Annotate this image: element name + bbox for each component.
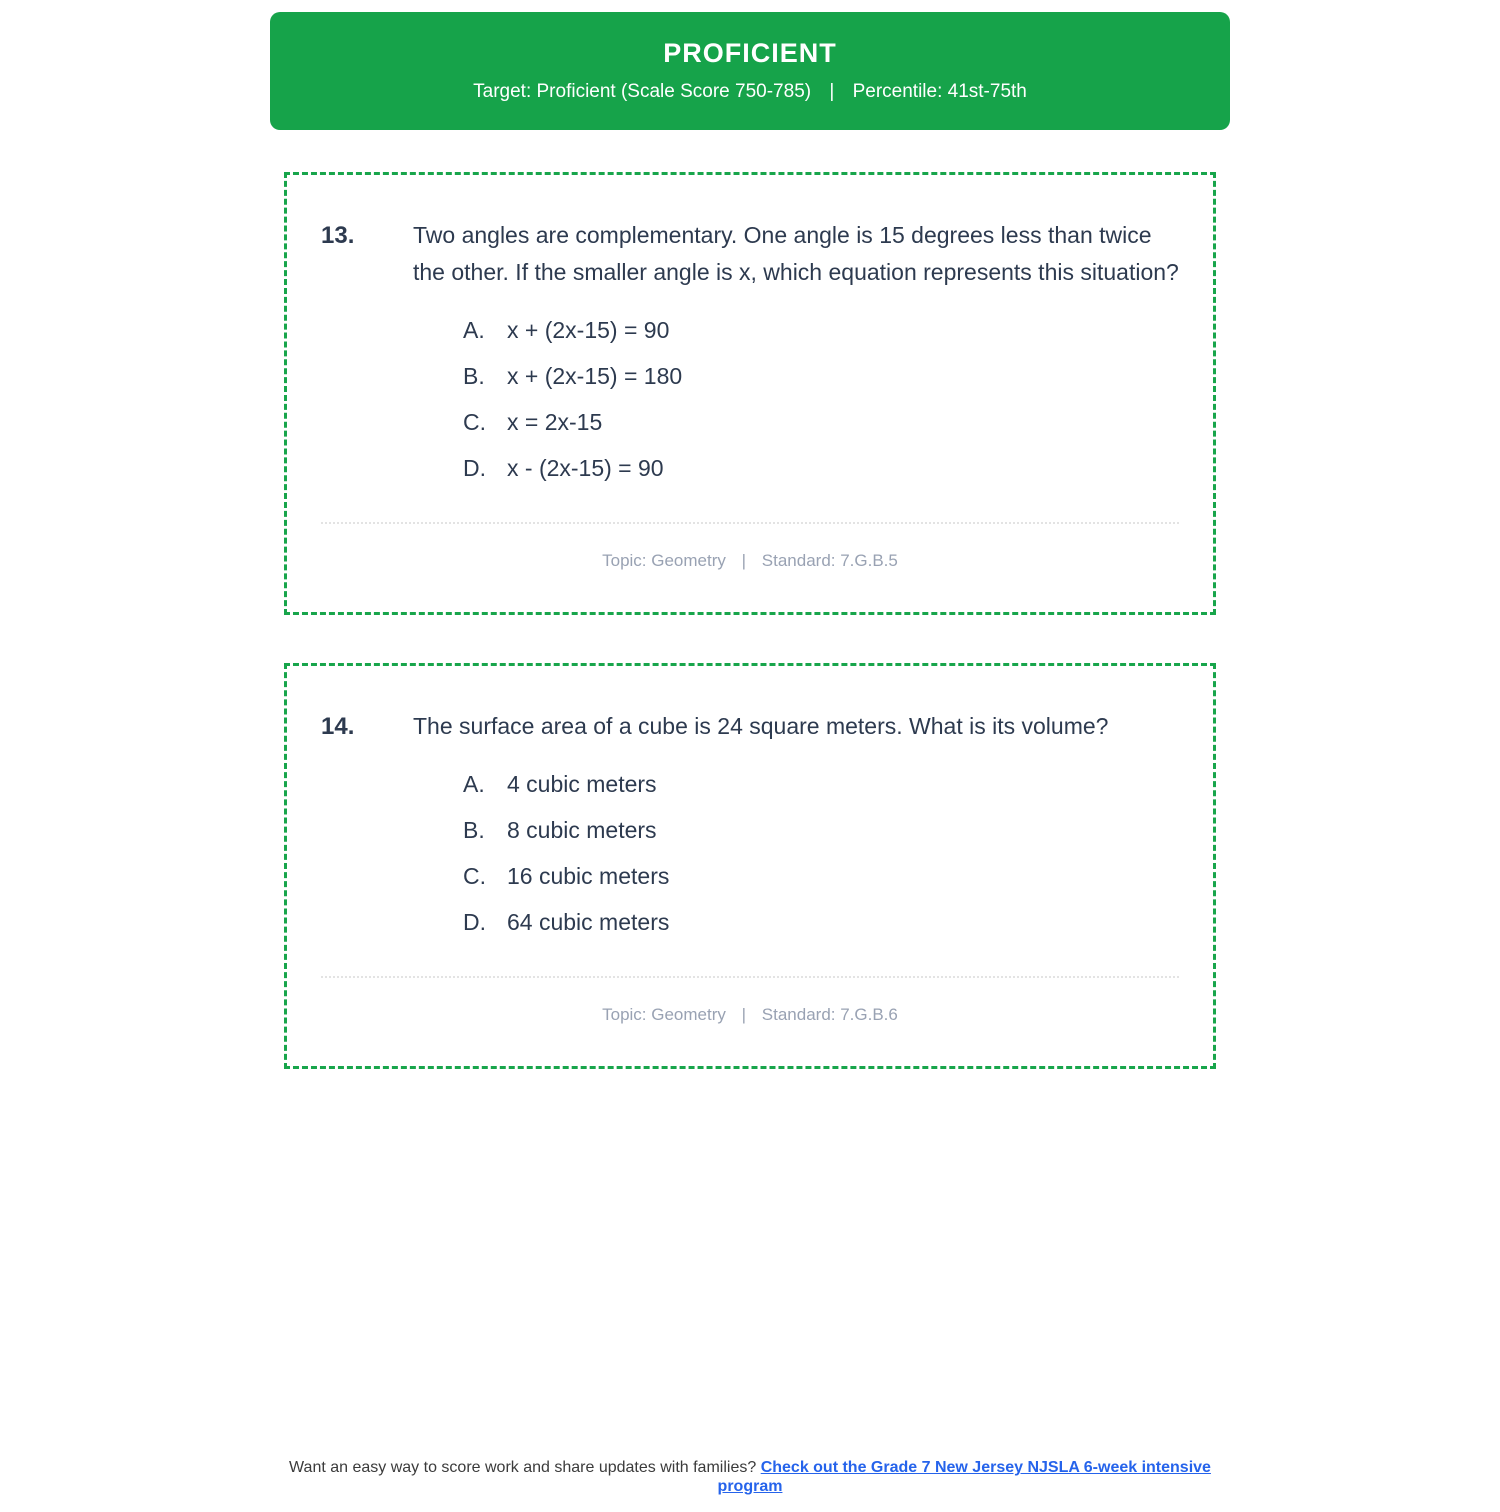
standard-label: Standard: 7.G.B.6 <box>761 1005 898 1024</box>
question-card-14 <box>284 663 1216 1069</box>
question-body <box>413 217 1179 496</box>
option-letter: A. <box>463 317 485 343</box>
option-a <box>463 766 1179 803</box>
question-number: 14. <box>321 713 355 740</box>
topic-label: Topic: Geometry <box>602 551 726 570</box>
question-text: Two angles are complementary. One angle is 15 degrees less than twice the other. If the smaller angle is x, which equation represents this situation? <box>413 222 1179 285</box>
meta-separator: | <box>741 551 747 570</box>
option-text: 16 cubic meters <box>507 863 670 889</box>
topic-label: Topic: Geometry <box>602 1005 726 1024</box>
question-body <box>413 708 1179 950</box>
option-d <box>463 904 1179 941</box>
option-text: x = 2x-15 <box>507 409 603 435</box>
banner-separator: | <box>829 81 835 102</box>
option-a <box>463 312 1179 349</box>
option-d <box>463 450 1179 487</box>
banner-target-label: Target: Proficient (Scale Score 750-785) <box>473 81 812 102</box>
options-list <box>463 312 1179 487</box>
question-text: The surface area of a cube is 24 square meters. What is its volume? <box>413 713 1109 739</box>
meta-separator: | <box>741 1005 747 1024</box>
option-b <box>463 812 1179 849</box>
option-text: x + (2x-15) = 180 <box>507 363 683 389</box>
option-b <box>463 358 1179 395</box>
question-meta <box>321 550 1179 584</box>
option-letter: C. <box>463 863 486 889</box>
option-text: 8 cubic meters <box>507 817 657 843</box>
footer-link[interactable]: Check out the Grade 7 New Jersey NJSLA 6-week intensive program <box>717 1459 1211 1495</box>
standard-label: Standard: 7.G.B.5 <box>761 551 898 570</box>
proficiency-banner <box>270 12 1230 130</box>
option-text: x + (2x-15) = 90 <box>507 317 670 343</box>
banner-title: PROFICIENT <box>663 38 837 68</box>
question-number: 13. <box>321 222 355 249</box>
divider <box>321 522 1179 524</box>
options-list <box>463 766 1179 941</box>
option-c <box>463 404 1179 441</box>
option-letter: A. <box>463 771 485 797</box>
banner-subtitle <box>290 80 1210 104</box>
option-letter: D. <box>463 455 486 481</box>
footer-text: Want an easy way to score work and share updates with families? <box>289 1459 757 1476</box>
option-letter: B. <box>463 363 485 389</box>
option-text: x - (2x-15) = 90 <box>507 455 664 481</box>
question-card-13 <box>284 172 1216 615</box>
option-text: 4 cubic meters <box>507 771 657 797</box>
question-row <box>321 217 1179 496</box>
option-text: 64 cubic meters <box>507 909 670 935</box>
divider <box>321 976 1179 978</box>
page-footer <box>0 1458 1500 1496</box>
question-row <box>321 708 1179 950</box>
option-c <box>463 858 1179 895</box>
option-letter: D. <box>463 909 486 935</box>
question-meta <box>321 1004 1179 1038</box>
banner-percentile-label: Percentile: 41st-75th <box>852 81 1027 102</box>
option-letter: C. <box>463 409 486 435</box>
option-letter: B. <box>463 817 485 843</box>
footer-paragraph <box>275 1458 1225 1496</box>
